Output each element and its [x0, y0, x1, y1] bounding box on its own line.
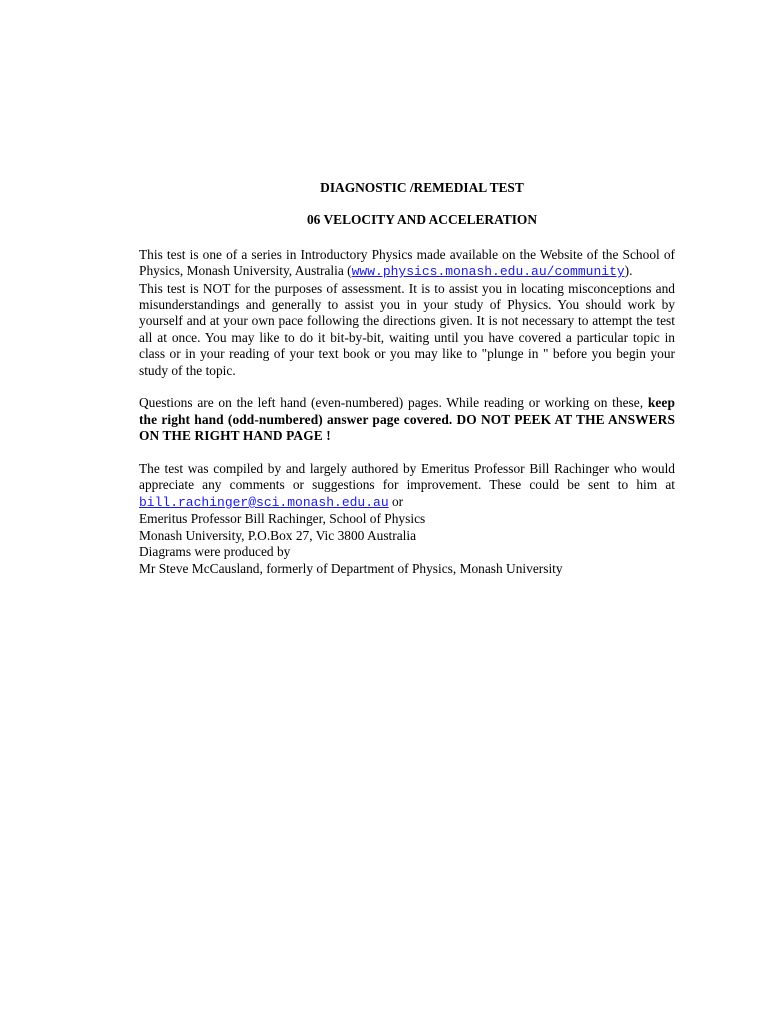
diagrams-credit-line-2: Mr Steve McCausland, formerly of Department of Physics, Monash University	[139, 560, 563, 576]
intro-paragraph	[139, 247, 675, 281]
email-link[interactable]: bill.rachinger@sci.monash.edu.au	[139, 494, 389, 510]
questions-paragraph	[139, 395, 675, 444]
intro-text-end: ).	[624, 263, 633, 279]
compiled-paragraph	[139, 461, 675, 511]
questions-text: Questions are on the left hand (even-numbered) pages. While reading or working on these,	[139, 395, 648, 411]
diagrams-credit-line-1: Diagrams were produced by	[139, 544, 291, 560]
address-line-2: Monash University, P.O.Box 27, Vic 3800 Australia	[139, 527, 417, 543]
document-page	[139, 180, 675, 577]
website-link[interactable]: www.physics.monash.edu.au/community	[351, 264, 625, 280]
compiled-text-end: or	[388, 493, 404, 509]
purpose-paragraph: This test is NOT for the purposes of assessment. It is to assist you in locating misconceptions and misunderstandings and generally to assist you in your study of Physics. You should work by yourself and at your own pace following the directions given. It is not necessary to attempt the test all at once. You may like to do it bit-by-bit, waiting until you have covered a particular topic in class or in your reading of your text book or you may like to "plunge in " before you begin your study of the topic.	[139, 280, 675, 378]
document-title: DIAGNOSTIC /REMEDIAL TEST	[320, 180, 524, 195]
document-subtitle: 06 VELOCITY AND ACCELERATION	[306, 212, 538, 228]
intro-text: This test is one of a series in Introductory Physics made available on the Website of the School of Physics, Monash University, Australia (	[139, 246, 675, 279]
compiled-text: The test was compiled by and largely authored by Emeritus Professor Bill Rachinger who would appreciate any comments or suggestions for improvement. These could be sent to him at	[139, 461, 675, 493]
address-line-1: Emeritus Professor Bill Rachinger, School of Physics	[139, 511, 426, 527]
questions-warning: keep the right hand (odd-numbered) answer page covered. DO NOT PEEK AT THE ANSWERS ON THE RIGHT HAND PAGE !	[139, 395, 675, 444]
